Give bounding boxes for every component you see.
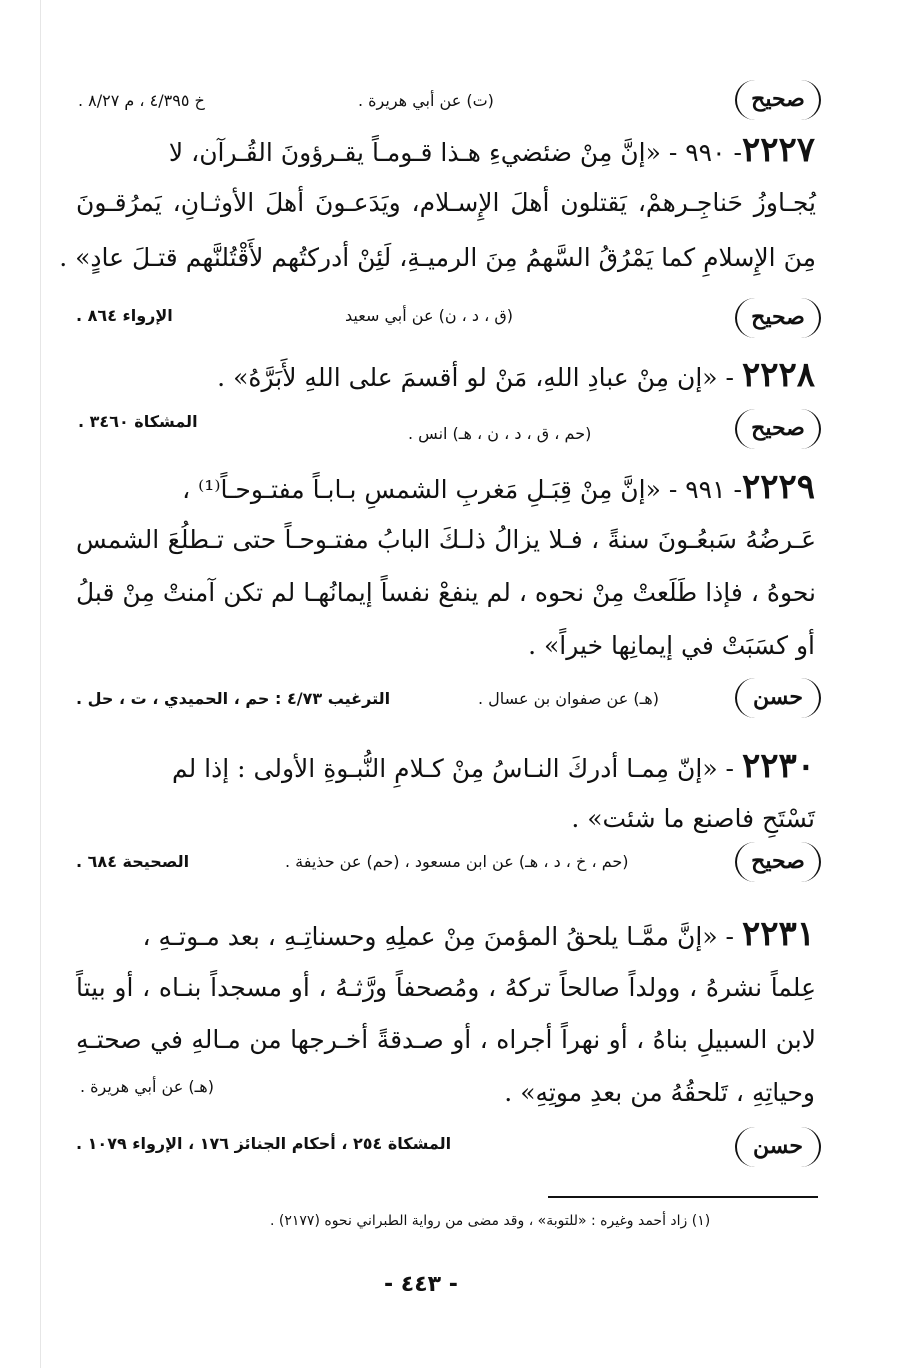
grade-badge: حسن — [735, 1127, 821, 1167]
hadith-source: (هـ) عن صفوان بن عسال . — [478, 689, 659, 708]
hadith-source: (هـ) عن أبي هريرة . — [80, 1077, 214, 1096]
hadith-reference: المشكاة ٣٤٦٠ . — [78, 412, 198, 431]
grade-badge: حسن — [735, 678, 821, 718]
page-edge-line — [40, 0, 41, 1368]
hadith-2231-line-4: وحياتِهِ ، تَلحقُهُ من بعدِ موتِهِ» . — [504, 1078, 815, 1107]
hadith-2230-line-1 — [75, 744, 815, 791]
hadith-2229-line-1 — [75, 465, 815, 512]
hadith-2229-line-2: عَـرضُهُ سَبعُـونَ سنةً ، فـلا يزالُ ذلـكَ البابُ مفتـوحـاً حتى تـطلُعَ الشمس — [76, 525, 816, 554]
hadith-2230-line-2: تَسْتَحِ فاصنع ما شئت» . — [571, 804, 815, 833]
hadith-text: «إنَّ مِنْ قِبَـلِ مَغربِ الشمسِ بـابـاً مفتـوحـاً⁽¹⁾ ، — [182, 475, 661, 504]
grade-badge: صحيح — [735, 80, 821, 120]
hadith-2231-line-2: عِلماً نشرهُ ، وولداً صالحاً تركهُ ، ومُصحفاً ورَّثـهُ ، أو مسجداً بنـاه ، أو بيتاً — [76, 973, 816, 1002]
hadith-source: (ق ، د ، ن) عن أبي سعيد — [345, 306, 514, 325]
hadith-reference: الإرواء ٨٦٤ . — [76, 306, 173, 325]
hadith-text: - «إنَّ ممَّـا يلحقُ المؤمنَ مِنْ عملِهِ وحسناتِـهِ ، بعد مـوتـهِ ، — [142, 922, 742, 951]
hadith-number: ٢٢٢٨ — [741, 355, 815, 395]
hadith-prefix: - ٩٩١ - — [660, 475, 742, 504]
hadith-source: (حم ، ق ، د ، ن ، هـ) انس . — [408, 424, 592, 443]
hadith-source: (حم ، خ ، د ، هـ) عن ابن مسعود ، (حم) عن حذيفة . — [285, 852, 629, 871]
hadith-2229-line-4: أو كسَبَتْ في إيمانِها خيراً» . — [528, 631, 815, 660]
footnote: (١) زاد أحمد وغيره : «للتوبة» ، وقد مضى من رواية الطبراني نحوه (٢١٧٧) . — [270, 1213, 711, 1229]
hadith-reference: الصحيحة ٦٨٤ . — [76, 852, 190, 871]
hadith-number: ٢٢٢٩ — [741, 467, 815, 507]
grade-badge: صحيح — [735, 409, 821, 449]
hadith-number: ٢٢٣١ — [741, 914, 815, 954]
hadith-text: - «إن مِنْ عبادِ اللهِ، مَنْ لو أقسمَ على اللهِ لأَبَرَّهُ» . — [217, 363, 742, 392]
hadith-number: ٢٢٣٠ — [741, 746, 815, 786]
hadith-reference: الترغيب ٤/٧٣ : حم ، الحميدي ، ت ، حل . — [76, 689, 391, 708]
hadith-2227-line-2: يُجـاوزُ حَناجِـرهمْ، يَقتلون أهلَ الإِسـلام، ويَدَعـونَ أهلَ الأوثـانِ، يَمرُقـونَ — [76, 188, 816, 217]
hadith-2227-line-3: مِنَ الإِسلامِ كما يَمْرُقُ السَّهمُ مِنَ الرميـةِ، لَئِنْ أدركتُهم لأَقْتُلنَّهم قتـلَ عادٍ» . — [59, 243, 816, 272]
hadith-source: (ت) عن أبي هريرة . — [358, 91, 494, 110]
page-number: - ٤٤٣ - — [384, 1272, 458, 1297]
hadith-2231-line-3: لابن السبيلِ بناهُ ، أو نهراً أجراه ، أو صـدقةً أخـرجها من مـالهِ في صحتـهِ — [76, 1025, 816, 1054]
grade-badge: صحيح — [735, 842, 821, 882]
hadith-2229-line-3: نحوهُ ، فإذا طَلَعتْ مِنْ نحوه ، لم ينفعْ نفساً إيمانُهـا لم تكن آمنتْ مِنْ قبلُ — [76, 578, 816, 607]
hadith-2228 — [217, 353, 815, 400]
grade-badge: صحيح — [735, 298, 821, 338]
hadith-prefix: - ٩٩٠ - — [660, 138, 742, 167]
hadith-reference: خ ٤/٣٩٥ ، م ٨/٢٧ . — [78, 91, 205, 110]
hadith-2227-line-1 — [75, 128, 815, 175]
footnote-divider — [548, 1196, 818, 1198]
hadith-text: - «إنّ مِمـا أدركَ النـاسُ مِنْ كـلامِ النُّبـوةِ الأولى : إذا لم — [171, 754, 742, 783]
hadith-reference: المشكاة ٢٥٤ ، أحكام الجنائز ١٧٦ ، الإرواء ١٠٧٩ . — [76, 1134, 452, 1153]
hadith-text: «إنَّ مِنْ ضئضيءِ هـذا قـومـاً يقـرؤونَ القُـرآن، لا — [168, 138, 661, 167]
hadith-2231-line-1 — [75, 912, 815, 959]
hadith-number: ٢٢٢٧ — [741, 130, 815, 170]
